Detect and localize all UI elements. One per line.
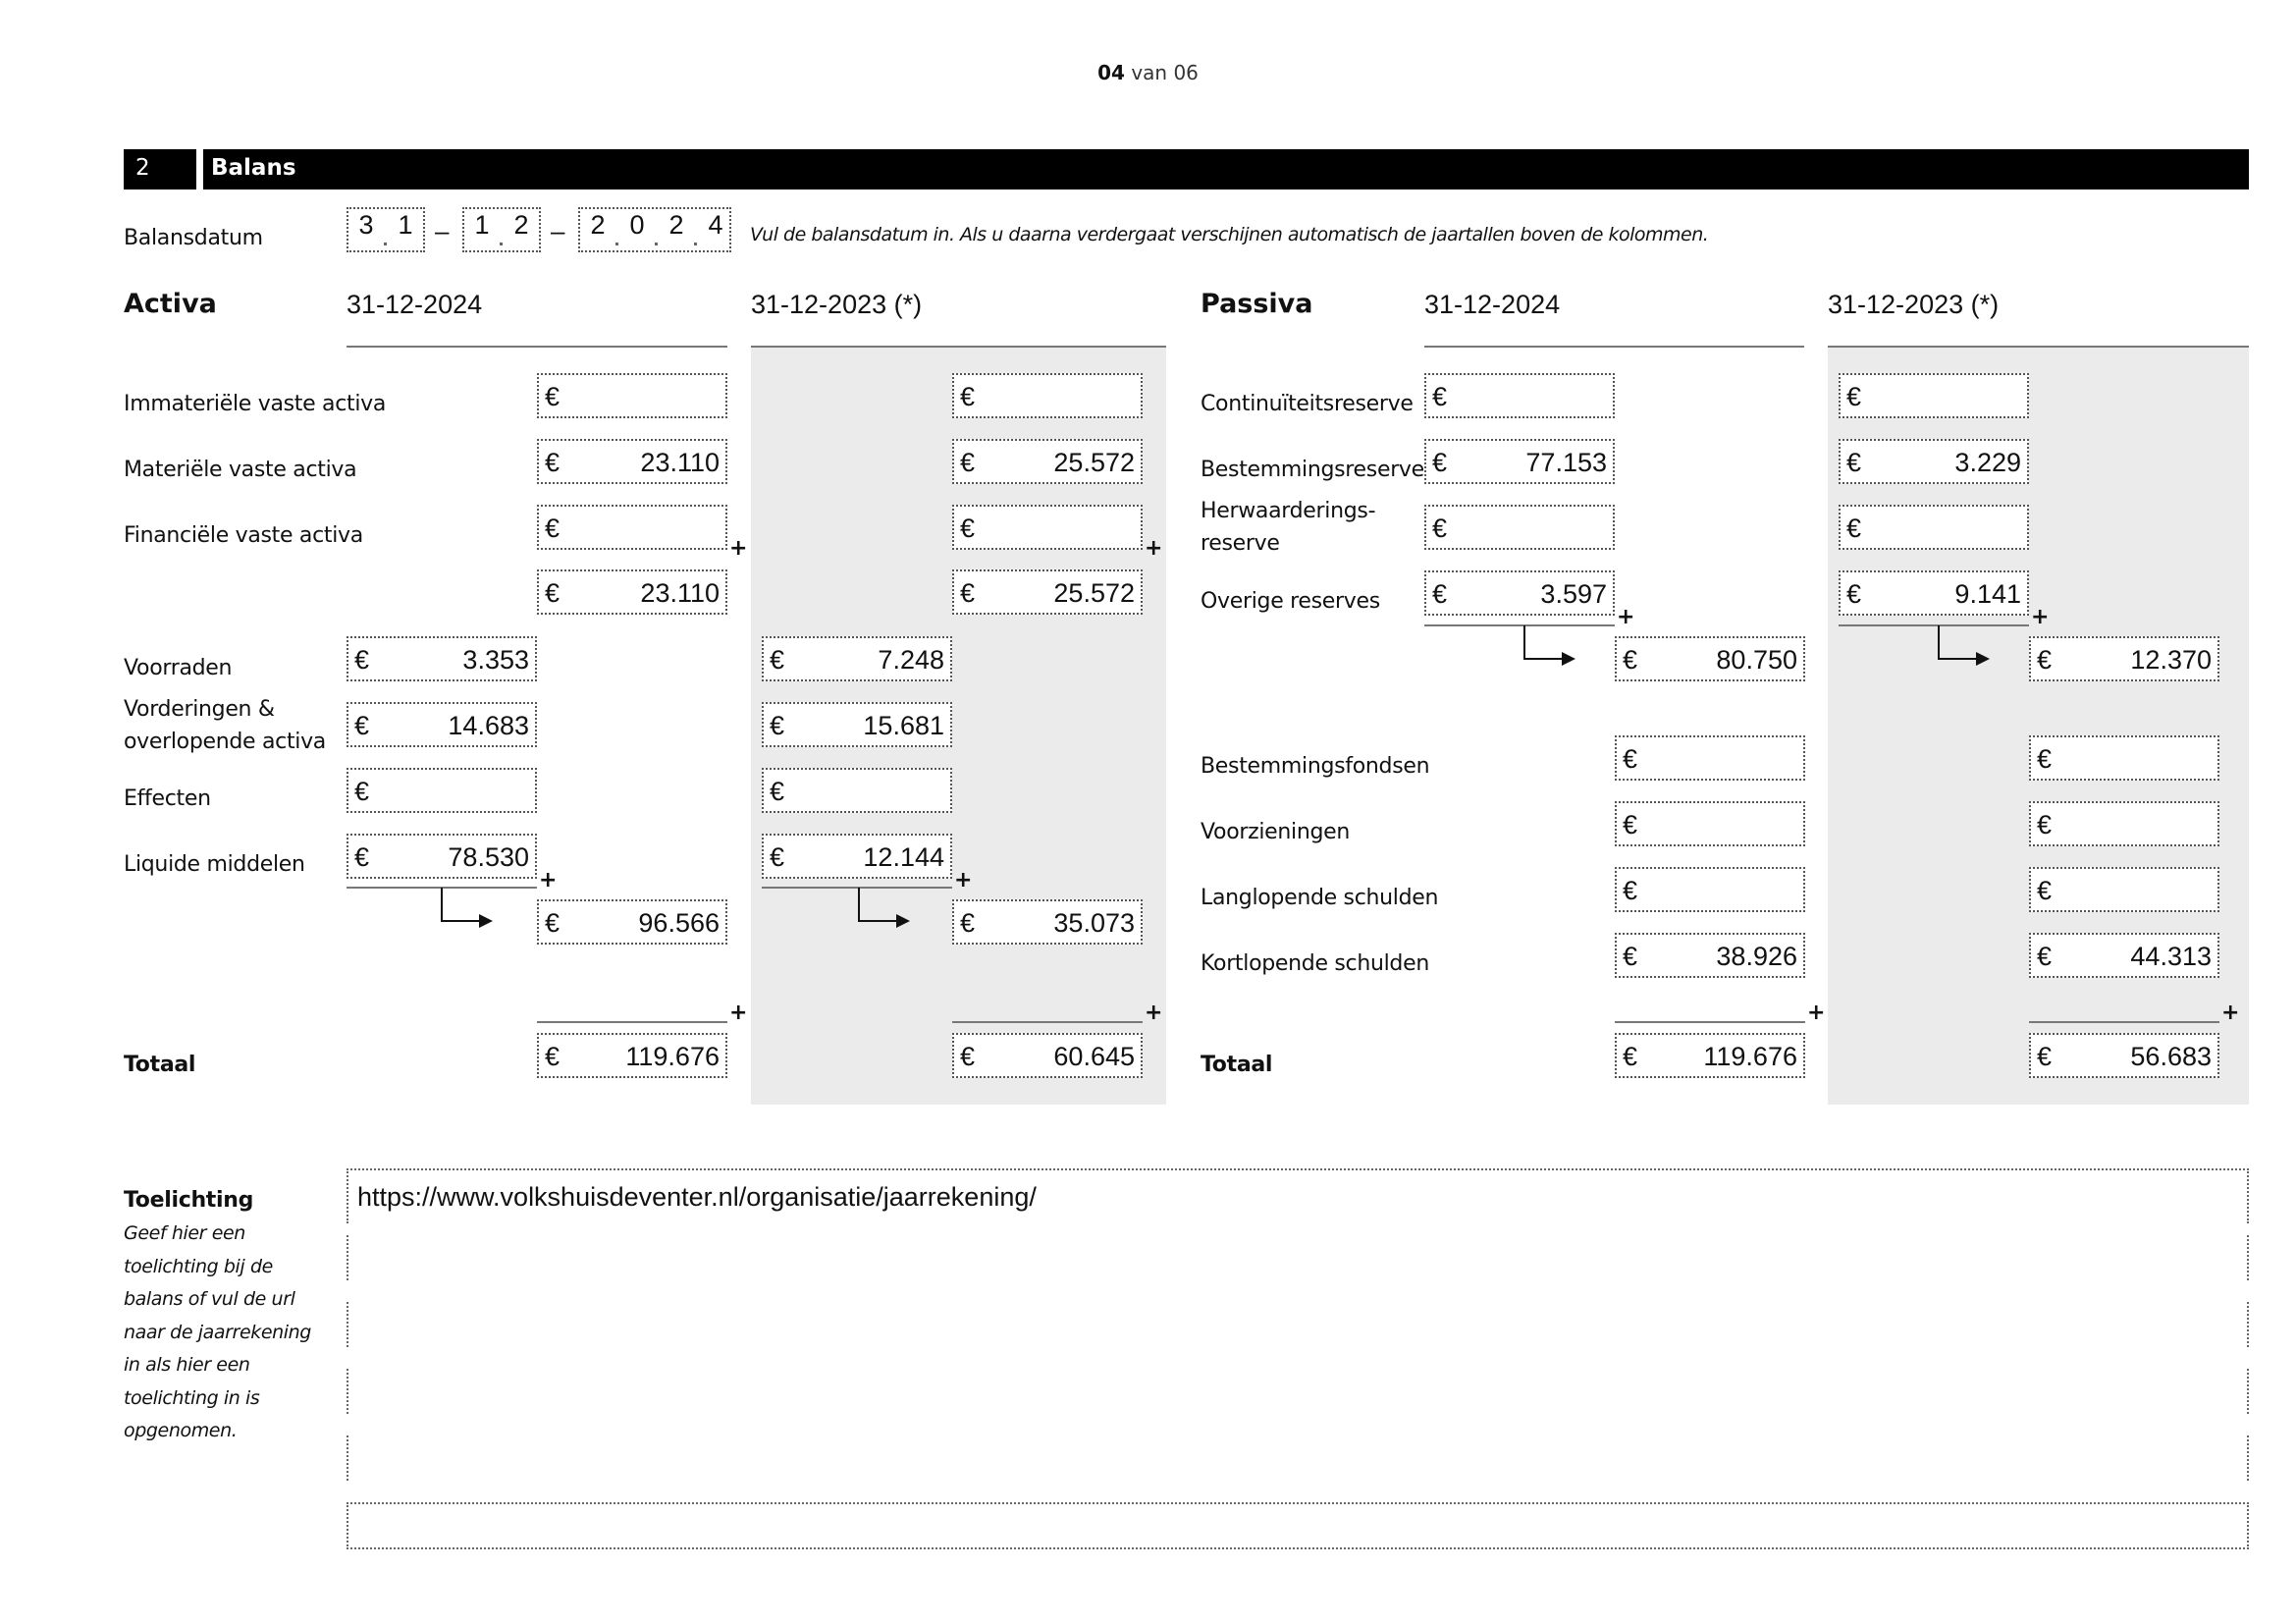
- day-digit: 1: [398, 210, 413, 240]
- euro-sign: €: [1623, 876, 1638, 905]
- total-rule: [952, 1021, 1143, 1023]
- amount-value: 35.073: [1053, 908, 1135, 938]
- column-header-rule: [751, 346, 1166, 348]
- amount-field-voorraden-2024[interactable]: [347, 636, 537, 681]
- row-label-overige-reserves: Overige reserves: [1201, 589, 1380, 614]
- plus-sign: +: [2221, 1001, 2240, 1025]
- month-digit: 2: [513, 210, 529, 240]
- month-digit: 1: [474, 210, 490, 240]
- passiva-title: Passiva: [1201, 289, 1313, 319]
- passiva-col-2023: 31-12-2023 (*): [1828, 290, 2000, 319]
- euro-sign: €: [545, 1042, 561, 1071]
- arrow-icon: [857, 888, 916, 929]
- amount-value: 78.530: [448, 842, 529, 872]
- amount-field-financiele-2023[interactable]: [952, 505, 1143, 550]
- section-title: Balans: [211, 155, 296, 181]
- year-digit: 2: [590, 210, 606, 240]
- euro-sign: €: [770, 711, 785, 740]
- amount-value: 25.572: [1053, 578, 1135, 608]
- euro-sign: €: [1623, 810, 1638, 839]
- euro-sign: €: [1846, 448, 1862, 477]
- digit-separator: [655, 243, 658, 245]
- euro-sign: €: [1432, 514, 1448, 543]
- amount-value: 44.313: [2130, 942, 2212, 971]
- date-dash: –: [551, 216, 565, 245]
- section-number: 2: [135, 155, 150, 181]
- activa-title: Activa: [124, 289, 217, 319]
- column-header-rule: [347, 346, 727, 348]
- euro-sign: €: [1623, 744, 1638, 774]
- euro-sign: €: [1432, 382, 1448, 411]
- amount-value: 12.144: [863, 842, 944, 872]
- balance-date-label: Balansdatum: [124, 226, 263, 250]
- sum-rule: [1839, 624, 2029, 626]
- row-label-continuiteitsreserve: Continuïteitsreserve: [1201, 392, 1414, 416]
- euro-sign: €: [2037, 1042, 2053, 1071]
- amount-field-reserves-subtotal-2023[interactable]: [2029, 636, 2219, 681]
- amount-field-herwaardering-2023[interactable]: [1839, 505, 2029, 550]
- notes-line: [347, 1502, 2249, 1549]
- year-digit: 0: [629, 210, 645, 240]
- euro-sign: €: [545, 382, 561, 411]
- total-rule: [2029, 1021, 2219, 1023]
- amount-field-passiva-total-2024[interactable]: [1615, 1033, 1805, 1078]
- amount-field-current-subtotal-2023[interactable]: [952, 899, 1143, 945]
- section-divider: [196, 149, 203, 189]
- balance-date-instruction: Vul de balansdatum in. Als u daarna verdergaat verschijnen automatisch de jaartallen boven de kolommen.: [750, 224, 1709, 245]
- amount-field-reserves-subtotal-2024[interactable]: [1615, 636, 1805, 681]
- amount-field-bestemmingsreserve-2024[interactable]: [1424, 439, 1615, 484]
- amount-field-langlopende-2024[interactable]: [1615, 867, 1805, 912]
- amount-field-bestemmingsfondsen-2024[interactable]: [1615, 735, 1805, 781]
- row-label-bestemmingsreserve: Bestemmingsreserve: [1201, 458, 1424, 482]
- amount-field-materiele-2024[interactable]: [537, 439, 727, 484]
- amount-field-continuiteit-2024[interactable]: [1424, 373, 1615, 418]
- euro-sign: €: [2037, 645, 2053, 675]
- row-label-langlopende-schulden: Langlopende schulden: [1201, 886, 1439, 910]
- column-header-rule: [1424, 346, 1804, 348]
- row-label-vorderingen: Vorderingen & overlopende activa: [124, 697, 326, 754]
- amount-value: 23.110: [640, 448, 720, 477]
- amount-field-voorzieningen-2023[interactable]: [2029, 801, 2219, 846]
- amount-value: 80.750: [1716, 645, 1797, 675]
- arrow-icon: [440, 888, 499, 929]
- total-rule: [1615, 1021, 1805, 1023]
- euro-sign: €: [1623, 645, 1638, 675]
- euro-sign: €: [2037, 876, 2053, 905]
- amount-value: 60.645: [1053, 1042, 1135, 1071]
- amount-value: 15.681: [863, 711, 944, 740]
- plus-sign: +: [729, 536, 748, 561]
- amount-value: 9.141: [1954, 579, 2021, 609]
- amount-field-fixed-subtotal-2024[interactable]: [537, 569, 727, 615]
- euro-sign: €: [545, 578, 561, 608]
- activa-col-2023: 31-12-2023 (*): [751, 290, 923, 319]
- amount-field-financiele-2024[interactable]: [537, 505, 727, 550]
- plus-sign: +: [1617, 605, 1635, 629]
- page-number: [0, 61, 2296, 84]
- digit-separator: [615, 243, 618, 245]
- amount-field-herwaardering-2024[interactable]: [1424, 505, 1615, 550]
- digit-separator: [500, 243, 503, 245]
- amount-field-voorraden-2023[interactable]: [762, 636, 952, 681]
- amount-field-activa-total-2023[interactable]: [952, 1033, 1143, 1078]
- euro-sign: €: [354, 645, 370, 675]
- amount-field-activa-total-2024[interactable]: [537, 1033, 727, 1078]
- plus-sign: +: [954, 868, 973, 893]
- euro-sign: €: [354, 842, 370, 872]
- plus-sign: +: [729, 1001, 748, 1025]
- euro-sign: €: [960, 1042, 976, 1071]
- amount-value: 3.353: [462, 645, 529, 675]
- euro-sign: €: [770, 645, 785, 675]
- notes-value: https://www.volkshuisdeventer.nl/organisatie/jaarrekening/: [357, 1182, 1037, 1212]
- amount-field-materiele-2023[interactable]: [952, 439, 1143, 484]
- euro-sign: €: [1432, 448, 1448, 477]
- amount-value: 3.229: [1954, 448, 2021, 477]
- plus-sign: +: [1145, 1001, 1163, 1025]
- amount-field-vorderingen-2023[interactable]: [762, 702, 952, 747]
- euro-sign: €: [545, 514, 561, 543]
- notes-line: [347, 1435, 2249, 1481]
- digit-separator: [384, 243, 387, 245]
- row-label-bestemmingsfondsen: Bestemmingsfondsen: [1201, 754, 1430, 779]
- amount-field-bestemmingsreserve-2023[interactable]: [1839, 439, 2029, 484]
- amount-value: 119.676: [625, 1042, 720, 1071]
- amount-value: 77.153: [1525, 448, 1607, 477]
- euro-sign: €: [354, 711, 370, 740]
- notes-line: [347, 1369, 2249, 1414]
- date-dash: –: [435, 216, 450, 245]
- amount-field-voorzieningen-2024[interactable]: [1615, 801, 1805, 846]
- euro-sign: €: [960, 382, 976, 411]
- euro-sign: €: [545, 908, 561, 938]
- page-total: van 06: [1131, 61, 1199, 84]
- euro-sign: €: [1846, 579, 1862, 609]
- notes-title: Toelichting: [124, 1188, 254, 1213]
- amount-field-langlopende-2023[interactable]: [2029, 867, 2219, 912]
- activa-total-label: Totaal: [124, 1053, 196, 1077]
- row-label-materiele-vaste-activa: Materiële vaste activa: [124, 458, 357, 482]
- amount-value: 38.926: [1716, 942, 1797, 971]
- euro-sign: €: [1846, 514, 1862, 543]
- arrow-icon: [1522, 625, 1581, 667]
- plus-sign: +: [2031, 605, 2050, 629]
- year-digit: 2: [668, 210, 684, 240]
- amount-value: 14.683: [448, 711, 529, 740]
- amount-field-immateriele-2024[interactable]: [537, 373, 727, 418]
- amount-field-fixed-subtotal-2023[interactable]: [952, 569, 1143, 615]
- euro-sign: €: [2037, 942, 2053, 971]
- amount-field-bestemmingsfondsen-2023[interactable]: [2029, 735, 2219, 781]
- euro-sign: €: [960, 908, 976, 938]
- euro-sign: €: [2037, 744, 2053, 774]
- amount-field-passiva-total-2023[interactable]: [2029, 1033, 2219, 1078]
- row-label-voorraden: Voorraden: [124, 656, 233, 680]
- amount-value: 23.110: [640, 578, 720, 608]
- sum-rule: [1424, 624, 1615, 626]
- euro-sign: €: [1623, 1042, 1638, 1071]
- notes-description: Geef hier een toelichting bij de balans of vul de url naar de jaarrekening in als hier een toelichting in is opgenomen.: [124, 1222, 311, 1441]
- amount-field-continuiteit-2023[interactable]: [1839, 373, 2029, 418]
- row-label-financiele-vaste-activa: Financiële vaste activa: [124, 523, 363, 548]
- euro-sign: €: [354, 777, 370, 806]
- amount-value: 7.248: [878, 645, 944, 675]
- amount-field-liquide-2023[interactable]: [762, 834, 952, 879]
- amount-value: 3.597: [1540, 579, 1607, 609]
- amount-field-immateriele-2023[interactable]: [952, 373, 1143, 418]
- amount-value: 25.572: [1053, 448, 1135, 477]
- euro-sign: €: [770, 777, 785, 806]
- euro-sign: €: [770, 842, 785, 872]
- row-label-liquide-middelen: Liquide middelen: [124, 852, 305, 877]
- euro-sign: €: [1432, 579, 1448, 609]
- plus-sign: +: [1145, 536, 1163, 561]
- plus-sign: +: [539, 868, 558, 893]
- euro-sign: €: [2037, 810, 2053, 839]
- plus-sign: +: [1807, 1001, 1826, 1025]
- notes-line: [347, 1235, 2249, 1280]
- euro-sign: €: [545, 448, 561, 477]
- year-digit: 4: [708, 210, 723, 240]
- row-label-effecten: Effecten: [124, 786, 211, 811]
- section-header: [124, 149, 2249, 189]
- euro-sign: €: [1623, 942, 1638, 971]
- amount-field-liquide-2024[interactable]: [347, 834, 537, 879]
- amount-field-overige-reserves-2023[interactable]: [1839, 570, 2029, 616]
- euro-sign: €: [1846, 382, 1862, 411]
- euro-sign: €: [960, 578, 976, 608]
- passiva-total-label: Totaal: [1201, 1053, 1273, 1077]
- digit-separator: [694, 243, 697, 245]
- row-label-herwaarderingsreserve: Herwaarderings- reserve: [1201, 499, 1376, 556]
- amount-field-overige-reserves-2024[interactable]: [1424, 570, 1615, 616]
- amount-field-kortlopende-2023[interactable]: [2029, 933, 2219, 978]
- amount-value: 56.683: [2130, 1042, 2212, 1071]
- notes-line: [347, 1302, 2249, 1347]
- amount-field-effecten-2024[interactable]: [347, 768, 537, 813]
- euro-sign: €: [960, 448, 976, 477]
- row-label-immateriele-vaste-activa: Immateriële vaste activa: [124, 392, 387, 416]
- amount-value: 12.370: [2130, 645, 2212, 675]
- amount-value: 96.566: [638, 908, 720, 938]
- day-digit: 3: [358, 210, 374, 240]
- row-label-voorzieningen: Voorzieningen: [1201, 820, 1351, 844]
- activa-col-2024: 31-12-2024: [347, 290, 483, 319]
- amount-field-current-subtotal-2024[interactable]: [537, 899, 727, 945]
- euro-sign: €: [960, 514, 976, 543]
- amount-field-effecten-2023[interactable]: [762, 768, 952, 813]
- amount-field-kortlopende-2024[interactable]: [1615, 933, 1805, 978]
- column-header-rule: [1828, 346, 2249, 348]
- row-label-kortlopende-schulden: Kortlopende schulden: [1201, 951, 1429, 976]
- amount-field-vorderingen-2024[interactable]: [347, 702, 537, 747]
- page-current: 04: [1097, 61, 1125, 84]
- passiva-col-2024: 31-12-2024: [1424, 290, 1561, 319]
- arrow-icon: [1937, 625, 1996, 667]
- total-rule: [537, 1021, 727, 1023]
- amount-value: 119.676: [1703, 1042, 1797, 1071]
